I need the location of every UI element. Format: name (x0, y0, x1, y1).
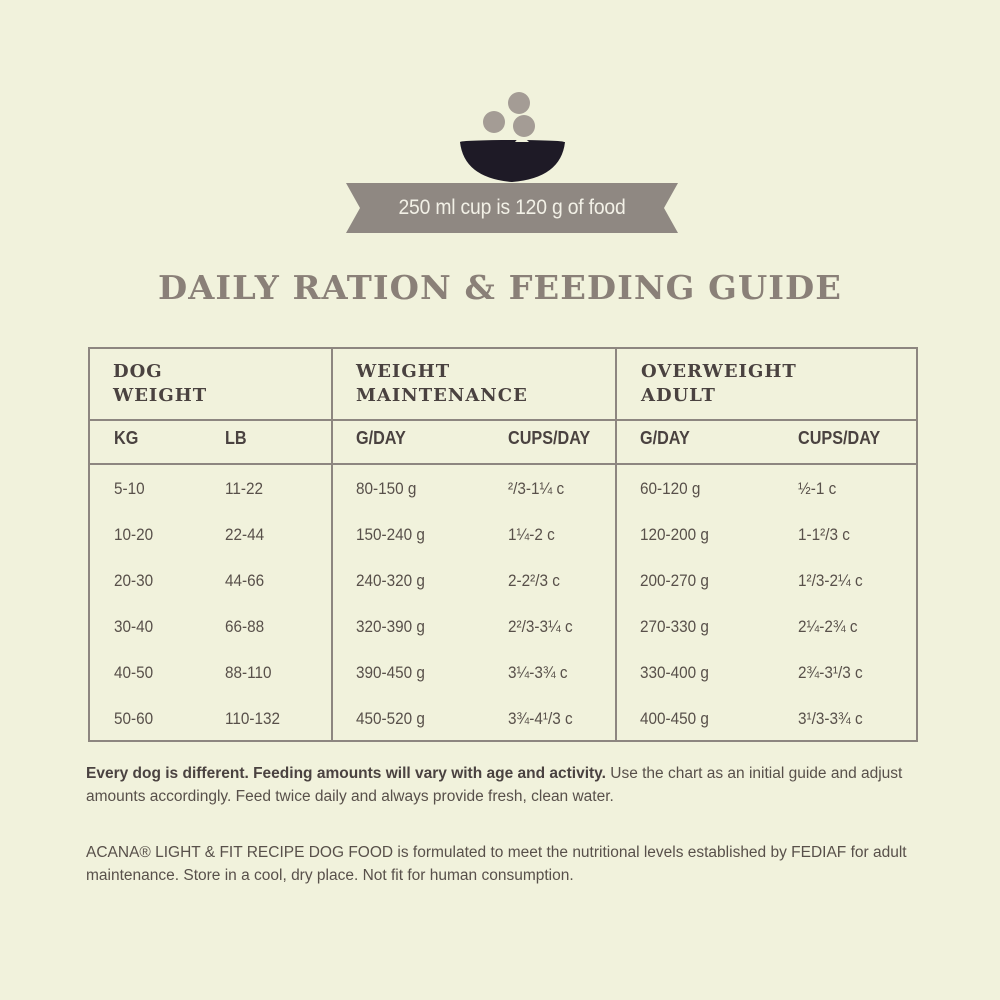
table-divider (331, 347, 333, 742)
table-cell: 50-60 (114, 709, 154, 728)
table-cell: 3¹/3-3¾ c (798, 709, 863, 728)
column-header-g-day: G/DAY (356, 428, 406, 448)
table-cell: 40-50 (114, 663, 154, 682)
column-header-cups-day: CUPS/DAY (508, 428, 591, 448)
group-header-dog-weight: DOG WEIGHT (113, 361, 208, 406)
table-cell: 120-200 g (640, 525, 709, 544)
table-cell: 200-270 g (640, 571, 709, 590)
table-cell: 88-110 (225, 663, 272, 682)
table-cell: 2-2²/3 c (508, 571, 560, 590)
feeding-note-text: Use the chart as an initial guide and adjust amounts accordingly. Feed twice daily and always provide fresh, clean water. (86, 765, 903, 805)
table-cell: 30-40 (114, 617, 154, 636)
table-cell: 240-320 g (356, 571, 425, 590)
table-cell: 390-450 g (356, 663, 425, 682)
table-cell: 80-150 g (356, 479, 417, 498)
table-cell: 330-400 g (640, 663, 709, 682)
column-header-kg: KG (114, 428, 139, 448)
table-cell: 450-520 g (356, 709, 425, 728)
table-cell: 2²/3-3¼ c (508, 617, 573, 636)
table-cell: 1¼-2 c (508, 525, 555, 544)
product-statement: ACANA® LIGHT & FIT RECIPE DOG FOOD is formulated to meet the nutritional levels established by FEDIAF for adult maintenance. Store in a cool, dry place. Not fit for human consumption. (86, 844, 907, 884)
feeding-note (86, 762, 936, 808)
group-header-weight-maintenance: WEIGHT MAINTENANCE (356, 361, 528, 406)
table-cell: 11-22 (225, 479, 263, 498)
table-cell: 5-10 (114, 479, 145, 498)
serving-size-text: 250 ml cup is 120 g of food (398, 196, 626, 219)
table-cell: ²/3-1¼ c (508, 479, 565, 498)
table-cell: ½-1 c (798, 479, 837, 498)
table-cell: 44-66 (225, 571, 265, 590)
table-cell: 2¼-2¾ c (798, 617, 858, 636)
table-divider (615, 347, 617, 742)
table-cell: 110-132 (225, 709, 281, 728)
group-header-overweight-adult: OVERWEIGHT ADULT (641, 361, 797, 406)
table-cell: 66-88 (225, 617, 265, 636)
table-cell: 150-240 g (356, 525, 425, 544)
table-cell: 320-390 g (356, 617, 425, 636)
column-header-cups-day: CUPS/DAY (798, 428, 881, 448)
table-divider (88, 419, 918, 421)
table-cell: 3¼-3¾ c (508, 663, 568, 682)
table-cell: 10-20 (114, 525, 154, 544)
table-cell: 20-30 (114, 571, 154, 590)
food-bowl-icon (455, 88, 570, 188)
table-cell: 400-450 g (640, 709, 709, 728)
column-header-g-day: G/DAY (640, 428, 690, 448)
table-cell: 3¾-4¹/3 c (508, 709, 573, 728)
table-cell: 270-330 g (640, 617, 709, 636)
feeding-note-emphasis: Every dog is different. Feeding amounts will vary with age and activity. (86, 765, 606, 782)
page-title: DAILY RATION & FEEDING GUIDE (158, 268, 842, 307)
table-cell: 60-120 g (640, 479, 701, 498)
table-cell: 1-1²/3 c (798, 525, 850, 544)
table-cell: 2¾-3¹/3 c (798, 663, 863, 682)
table-divider (88, 463, 918, 465)
column-header-lb: LB (225, 428, 247, 448)
table-cell: 22-44 (225, 525, 265, 544)
serving-size-banner (346, 183, 678, 233)
table-cell: 1²/3-2¼ c (798, 571, 863, 590)
